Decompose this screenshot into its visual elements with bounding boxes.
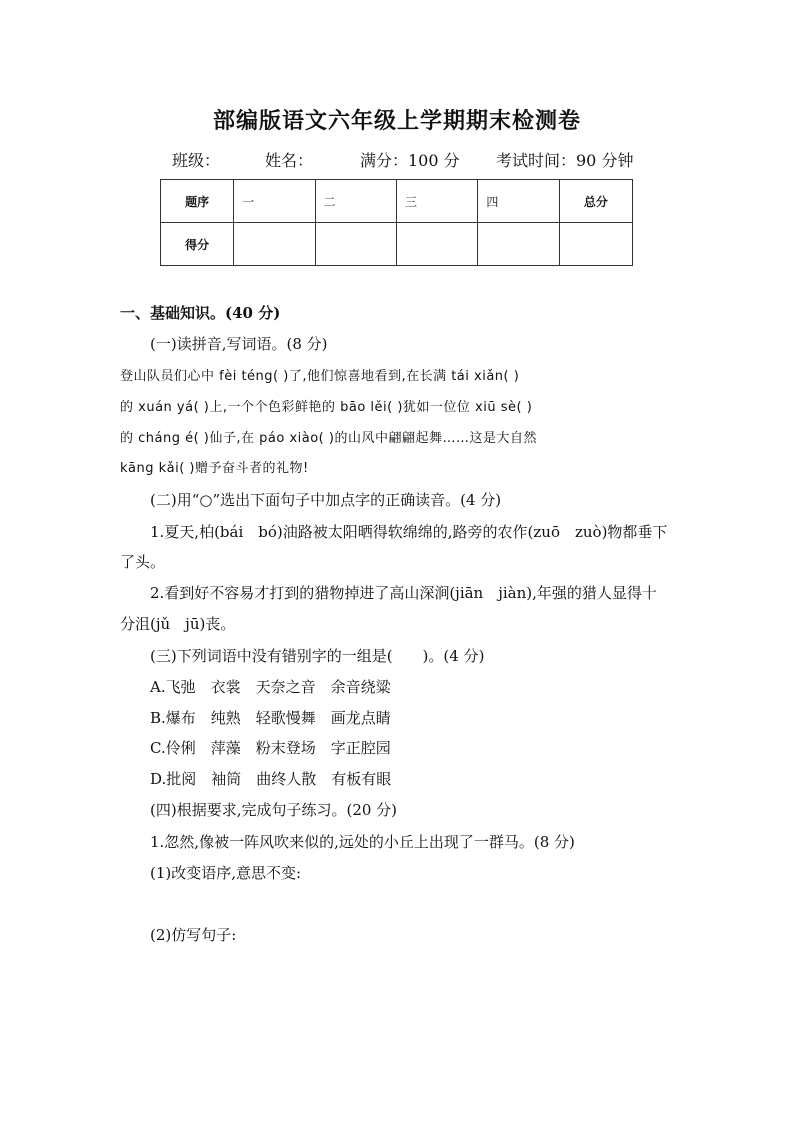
score-input-cell[interactable]	[315, 223, 396, 266]
pinyin-line: 的 cháng é( )仙子,在 páo xiào( )的山风中翩翩起舞……这是大自然	[120, 431, 537, 446]
score-table-cell: 四	[478, 180, 559, 223]
score-table	[160, 179, 633, 266]
score-table-cell: 二	[315, 180, 396, 223]
question-text: 1.夏天,柏(bái bó)油路被太阳晒得软绵绵的,路旁的农作(zuō zuò)物都垂下	[150, 523, 668, 541]
question-title: (一)读拼音,写词语。(8 分)	[150, 335, 328, 353]
question-title: (四)根据要求,完成句子练习。(20 分)	[150, 801, 398, 819]
pinyin-line: kāng kǎi( )赠予奋斗者的礼物!	[120, 461, 309, 476]
score-table-header-row	[161, 180, 633, 223]
score-input-cell[interactable]	[559, 223, 632, 266]
section-heading: 一、基础知识。(40 分)	[120, 304, 281, 322]
question-title: (二)用“○”选出下面句子中加点字的正确读音。(4 分)	[150, 491, 502, 509]
question-title: (三)下列词语中没有错别字的一组是( )。(4 分)	[150, 647, 485, 665]
score-table-cell: 总分	[559, 180, 632, 223]
sub-question: (2)仿写句子:	[150, 926, 237, 944]
score-table-score-row	[161, 223, 633, 266]
option-b: B.爆布 纯熟 轻歌慢舞 画龙点睛	[150, 709, 391, 727]
score-table-cell: 题序	[161, 180, 234, 223]
question-text: 分沮(jǔ jū)丧。	[120, 615, 236, 633]
option-c: C.伶俐 萍藻 粉末登场 字正腔园	[150, 739, 391, 757]
sub-question: (1)改变语序,意思不变:	[150, 864, 302, 882]
score-table-cell: 三	[396, 180, 477, 223]
score-input-cell[interactable]	[478, 223, 559, 266]
pinyin-line: 的 xuán yá( )上,一个个色彩鲜艳的 bāo lěi( )犹如一位位 xiū sè( )	[120, 400, 533, 415]
exam-title: 部编版语文六年级上学期期末检测卷	[212, 108, 581, 134]
score-table-cell: 得分	[161, 223, 234, 266]
exam-time-label: 考试时间：90 分钟	[496, 151, 634, 170]
score-input-cell[interactable]	[234, 223, 315, 266]
full-score-label: 满分：100 分	[360, 151, 460, 170]
option-a: A.飞弛 衣裳 天奈之音 余音绕粱	[150, 678, 391, 696]
score-input-cell[interactable]	[396, 223, 477, 266]
class-label: 班级：	[172, 151, 221, 170]
score-table-cell: 一	[234, 180, 315, 223]
question-text: 2.看到好不容易才打到的猎物掉进了高山深涧(jiān jiàn),年强的猎人显得十	[150, 584, 657, 602]
option-d: D.批阅 袖筒 曲终人散 有板有眼	[150, 770, 392, 788]
question-text: 1.忽然,像被一阵风吹来似的,远处的小丘上出现了一群马。(8 分)	[150, 833, 575, 851]
pinyin-line: 登山队员们心中 fèi téng( )了,他们惊喜地看到,在长满 tái xiǎn( )	[120, 369, 520, 384]
question-text: 了头。	[120, 553, 166, 571]
name-label: 姓名：	[265, 151, 314, 170]
